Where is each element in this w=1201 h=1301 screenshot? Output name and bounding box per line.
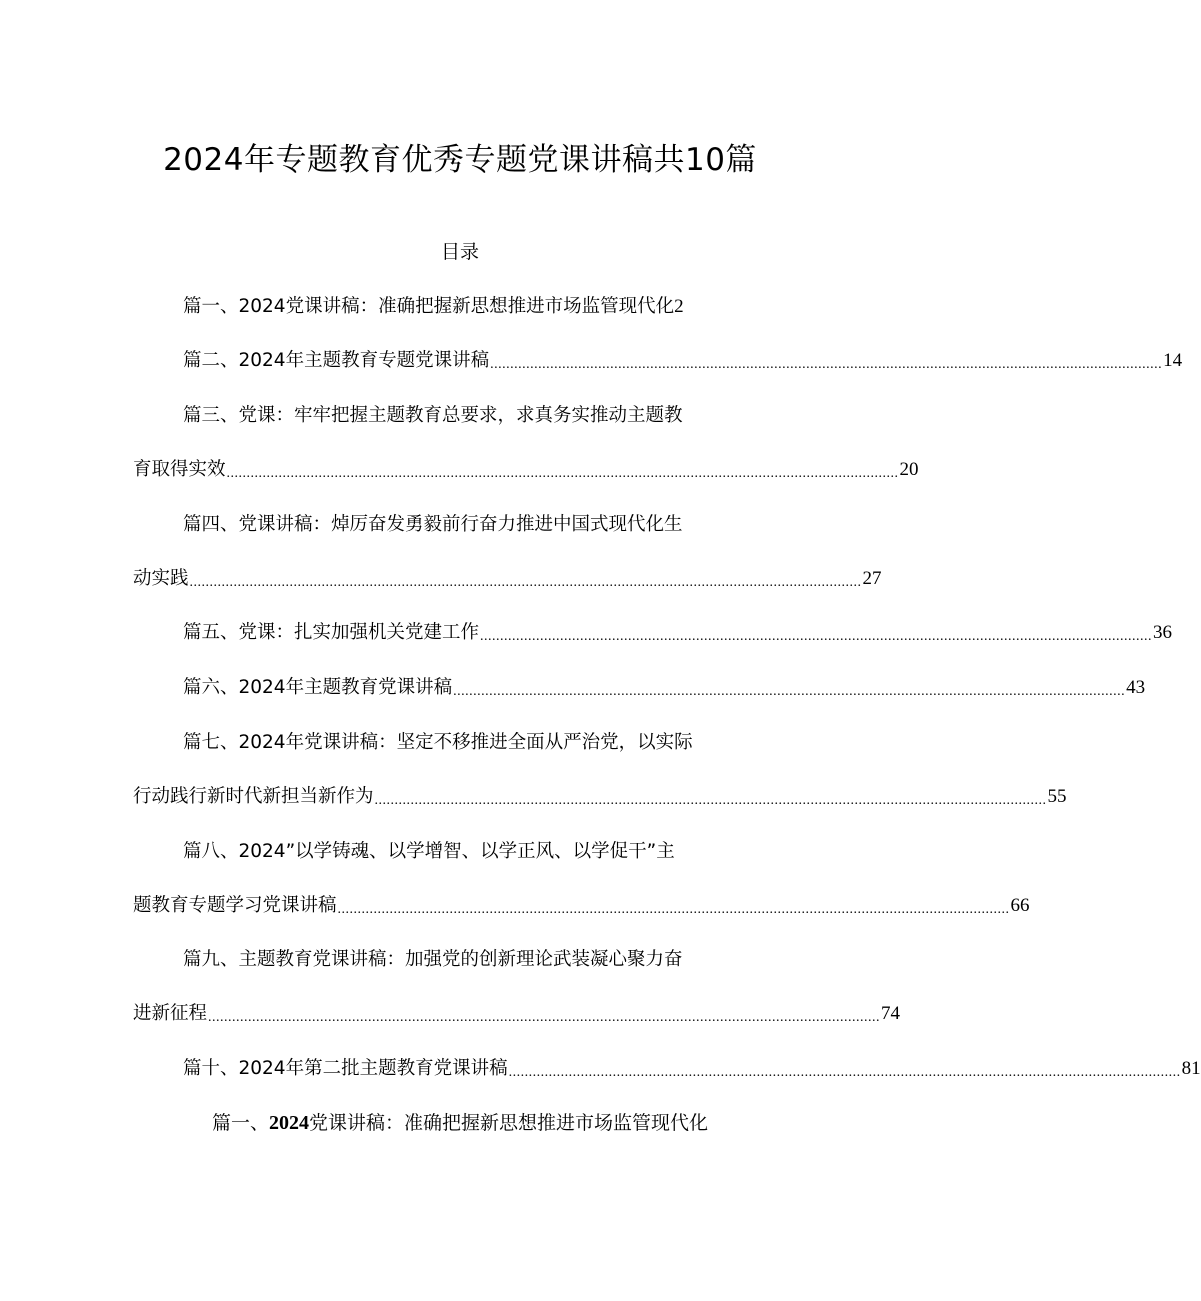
toc-leader-dots: ........................................................................................................................................................................ xyxy=(480,629,1153,644)
toc-heading: 目录 xyxy=(440,241,479,263)
toc-entry-8-cont[interactable] xyxy=(133,891,1030,921)
toc-entry-text: 动实践 xyxy=(133,568,189,589)
toc-leader-dots: ........................................................................................................................................................................ xyxy=(208,1010,881,1025)
toc-entry-8[interactable] xyxy=(133,837,776,867)
toc-entry-text: 篇七、2024年党课讲稿：坚定不移推进全面从严治党，以实际 xyxy=(183,732,693,753)
toc-entry-3-cont[interactable] xyxy=(133,455,919,485)
toc-entry-9[interactable] xyxy=(133,945,776,975)
toc-page-number: 14 xyxy=(1163,350,1183,371)
toc-page-number: 2 xyxy=(674,296,684,317)
section-heading-text: 党课讲稿：准确把握新思想推进市场监管现代化 xyxy=(309,1112,709,1134)
toc-entry-6[interactable] xyxy=(133,673,1146,703)
toc-entry-text: 篇六、2024年主题教育党课讲稿 xyxy=(183,677,453,698)
toc-entry-text: 篇二、2024年主题教育专题党课讲稿 xyxy=(183,350,490,371)
toc-leader-dots: ........................................................................................................................................................................ xyxy=(337,902,1010,917)
toc-entry-text: 篇四、党课讲稿：焯厉奋发勇毅前行奋力推进中国式现代化生 xyxy=(183,514,683,535)
toc-entry-text: 篇五、党课：扎实加强机关党建工作 xyxy=(183,622,480,643)
toc-page-number: 27 xyxy=(862,568,882,589)
toc-entry-5[interactable] xyxy=(133,618,1173,648)
toc-entry-text: 行动践行新时代新担当新作为 xyxy=(133,786,374,807)
section-heading-year: 2024 xyxy=(269,1112,309,1134)
toc-entry-4[interactable] xyxy=(133,510,776,540)
toc-entry-2[interactable] xyxy=(133,346,1183,376)
toc-leader-dots: ........................................................................................................................................................................ xyxy=(490,357,1163,372)
toc-entry-10[interactable] xyxy=(133,1054,1201,1084)
toc-leader-dots: ........................................................................................................................................................................ xyxy=(189,575,862,590)
toc-page-number: 74 xyxy=(881,1003,901,1024)
toc-entry-text: 育取得实效 xyxy=(133,459,226,480)
toc-entry-4-cont[interactable] xyxy=(133,564,882,594)
toc-entry-7[interactable] xyxy=(133,728,776,758)
toc-entry-text: 篇一、2024党课讲稿：准确把握新思想推进市场监管现代化 xyxy=(183,296,675,317)
toc-page-number: 66 xyxy=(1010,895,1030,916)
toc-leader-dots: ........................................................................................................................................................................ xyxy=(226,466,899,481)
toc-entry-7-cont[interactable] xyxy=(133,782,1067,812)
toc-entry-1[interactable] xyxy=(133,292,776,322)
toc-leader-dots: ........................................................................................................................................................................ xyxy=(508,1065,1181,1080)
toc-page-number: 36 xyxy=(1153,622,1173,643)
toc-entry-text: 题教育专题学习党课讲稿 xyxy=(133,895,337,916)
toc-entry-9-cont[interactable] xyxy=(133,999,901,1029)
document-title: 2024年专题教育优秀专题党课讲稿共10篇 xyxy=(163,142,757,178)
toc-entry-text: 篇八、2024”以学铸魂、以学增智、以学正风、以学促干”主 xyxy=(183,841,675,862)
toc-page-number: 20 xyxy=(899,459,919,480)
toc-entry-text: 篇十、2024年第二批主题教育党课讲稿 xyxy=(183,1058,508,1079)
section-heading-prefix: 篇一、 xyxy=(211,1112,269,1134)
section-heading xyxy=(0,1108,920,1138)
toc-entry-3[interactable] xyxy=(133,401,776,431)
toc-leader-dots: ........................................................................................................................................................................ xyxy=(374,793,1047,808)
toc-entry-text: 篇九、主题教育党课讲稿：加强党的创新理论武装凝心聚力奋 xyxy=(183,949,683,970)
toc-leader-dots: ........................................................................................................................................................................ xyxy=(453,684,1126,699)
toc-entry-text: 篇三、党课：牢牢把握主题教育总要求，求真务实推动主题教 xyxy=(183,405,683,426)
toc-page-number: 43 xyxy=(1126,677,1146,698)
toc-entry-text: 进新征程 xyxy=(133,1003,208,1024)
toc-page-number: 55 xyxy=(1047,786,1067,807)
toc-page-number: 81 xyxy=(1181,1058,1201,1079)
